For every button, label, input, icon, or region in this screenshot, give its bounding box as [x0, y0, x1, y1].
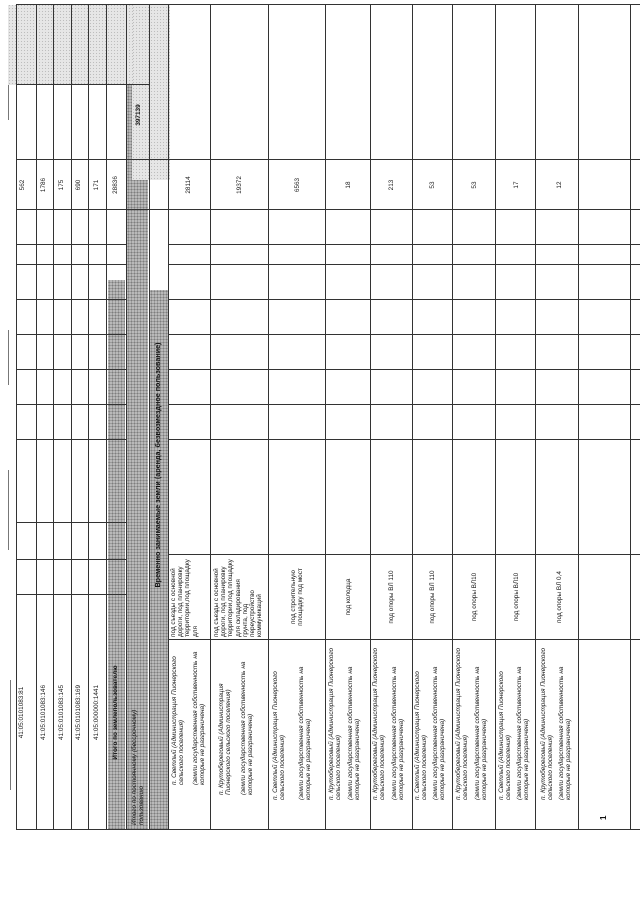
rule: [168, 264, 640, 265]
subtotal-area: 28836: [112, 176, 119, 194]
rule: [16, 159, 640, 160]
rule: [106, 5, 107, 830]
owner-name: п. Светлый (Администрация Пионерского сельского поселения): [498, 671, 513, 800]
rule: [168, 404, 640, 405]
area-value: 562: [19, 179, 26, 191]
rule: [168, 299, 640, 300]
rule: [16, 369, 126, 370]
row-number: 1: [599, 815, 608, 820]
owner-name: п. Светлый (Администрация Пионерского сельского поселения): [414, 671, 429, 800]
area-value: 28114: [185, 176, 192, 194]
purpose: под опоры ВЛ 0,4: [556, 571, 563, 623]
purpose: под съезды с основной дороги, под планировку территории,под площадку для складирования грунта, под переустройство коммуникаций: [213, 559, 264, 637]
owner-name: п. Крутобереговый (Администрация Пионерского сельского поселения): [372, 647, 387, 800]
rule: [126, 5, 127, 830]
rule: [168, 244, 640, 245]
rule: [168, 369, 640, 370]
cadastral-number: 41:05:0101083:169: [75, 684, 82, 741]
area-value: 171: [93, 179, 100, 191]
owner-name: п. Крутобереговый (Администрация Пионерского сельского поселения): [218, 683, 233, 795]
rule: [16, 559, 126, 560]
purpose: под опоры ВЛ 110: [429, 570, 436, 624]
land-rights: (земли государственная собственность на которые не разграничена): [558, 666, 573, 800]
section-title: Временно занимаемые земли (аренда, безвозмездное пользование): [153, 342, 162, 588]
area-value: 19372: [236, 176, 243, 194]
rule: [53, 5, 54, 830]
land-rights: (земли государственная собственность на которые не разграничена): [192, 651, 207, 785]
area-value: 175: [58, 179, 65, 191]
cadastral-number: 41:05:0101083:81: [18, 686, 25, 739]
area-value: 18: [345, 181, 352, 189]
rule: [16, 244, 126, 245]
rule: [268, 5, 269, 830]
area-value: 213: [388, 179, 395, 191]
subtotal-label: Итого по землепользователю: [112, 665, 119, 760]
rule: [71, 5, 72, 830]
rule: [168, 439, 640, 440]
area-value: 53: [429, 181, 436, 189]
rule: [16, 209, 640, 210]
land-rights: (земли государственная собственность на которые не разграничена): [347, 666, 362, 800]
rule: [16, 264, 126, 265]
purpose: под опоры ВЛ10: [471, 572, 478, 622]
owner-name: п. Крутобереговый (Администрация Пионерского сельского поселения): [540, 647, 555, 800]
rule: [88, 5, 89, 830]
land-rights: (земли государственная собственность на которые не разграничена): [474, 666, 489, 800]
rule: [168, 639, 640, 640]
purpose: под опоры ВЛ10: [513, 572, 520, 622]
rule: [168, 554, 640, 555]
rule: [535, 5, 536, 830]
rule: [16, 4, 640, 5]
area-value: 690: [75, 179, 82, 191]
cadastral-number: 41:05:0101083:145: [58, 684, 65, 741]
owner-name: п. Крутобереговый (Администрация Пионерского сельского поселения): [455, 647, 470, 800]
purpose: под строительную площадку под мост: [290, 568, 305, 626]
rule: [370, 5, 371, 830]
land-rights: (земли государственная собственность на которые не разграничена): [516, 666, 531, 800]
rule: [452, 5, 453, 830]
rule: [168, 5, 169, 830]
rule: [16, 522, 126, 523]
area-value: 17: [513, 181, 520, 189]
land-rights: (земли государственная собственность на которые не разграничена): [240, 661, 255, 795]
land-rights: (земли государственная собственность на которые не разграничена): [298, 666, 313, 800]
area-value: 53: [471, 181, 478, 189]
purpose: под опоры ВЛ 110: [388, 570, 395, 624]
area-value: 1786: [40, 177, 47, 193]
rule: [325, 5, 326, 830]
rule: [16, 404, 126, 405]
cadastral-number: 41:05:0101083:146: [40, 684, 47, 741]
land-rights: (земли государственная собственность на которые не разграничена): [391, 666, 406, 800]
rule: [16, 594, 126, 595]
rule: [16, 439, 126, 440]
owner-name: п. Крутобереговый (Администрация Пионерского сельского поселения): [328, 647, 343, 800]
rule: [210, 5, 211, 830]
rule: [16, 334, 126, 335]
rule: [495, 5, 496, 830]
rule: [412, 5, 413, 830]
grand-total-area: 397139: [135, 104, 142, 126]
rule: [630, 5, 631, 830]
rule: [36, 5, 37, 830]
rule: [16, 299, 126, 300]
rule: [16, 84, 149, 85]
area-value: 6563: [294, 177, 301, 193]
rule: [168, 334, 640, 335]
grand-total-label: Итого по постоянному (бессрочному) пользованию: [131, 709, 146, 825]
rule: [16, 5, 17, 830]
owner-name: п. Светлый (Администрация Пионерского сельского поселения): [272, 671, 287, 800]
cadastral-number: 41:05:000000:1441: [93, 684, 100, 741]
rule: [149, 5, 150, 830]
area-value: 12: [556, 181, 563, 189]
rule: [578, 5, 579, 830]
purpose: под колодца: [345, 578, 352, 616]
rule: [16, 829, 640, 830]
owner-name: п. Светлый (Администрация Пионерского сельского поселения): [171, 656, 186, 785]
purpose: под съезды с основной дороги, под планировку территории,под площадку для: [170, 559, 199, 637]
land-rights: (земли государственная собственность на которые не разграничена): [432, 666, 447, 800]
